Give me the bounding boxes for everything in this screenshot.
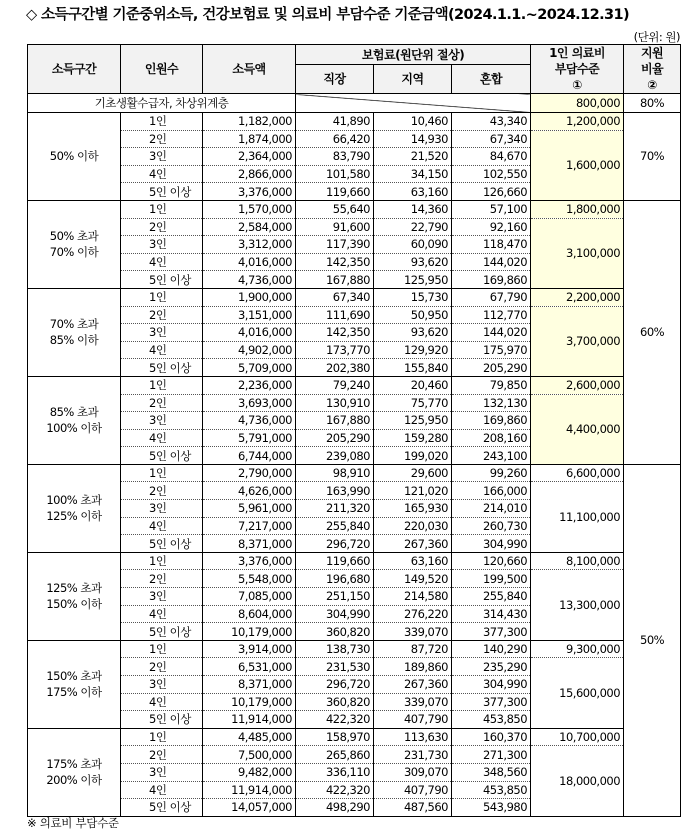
employee-premium-cell: 422,320 xyxy=(296,711,374,729)
employee-premium-cell: 79,240 xyxy=(296,376,374,394)
mixed-premium-cell: 43,340 xyxy=(452,113,531,131)
mixed-premium-cell: 79,850 xyxy=(452,376,531,394)
income-cell: 3,693,000 xyxy=(203,394,296,412)
cost-level-multi: 18,000,000 xyxy=(531,746,624,816)
income-group-line1: 175% 초과 xyxy=(46,757,102,772)
income-cell: 5,961,000 xyxy=(203,500,296,518)
income-cell: 7,085,000 xyxy=(203,588,296,606)
regional-premium-cell: 20,460 xyxy=(374,376,452,394)
persons-cell: 3인 xyxy=(121,676,203,694)
cost-level-multi: 4,400,000 xyxy=(531,394,624,464)
income-group-label xyxy=(28,200,121,288)
mixed-premium-cell: 169,860 xyxy=(452,271,531,289)
employee-premium-cell: 360,820 xyxy=(296,623,374,641)
income-group-line1: 100% 초과 xyxy=(46,493,102,508)
income-cell: 5,548,000 xyxy=(203,570,296,588)
persons-cell: 5인 이상 xyxy=(121,623,203,641)
mixed-premium-cell: 166,000 xyxy=(452,482,531,500)
income-group-line1: 50% 이하 xyxy=(49,149,99,164)
employee-premium-cell: 66,420 xyxy=(296,130,374,148)
income-group-line1: 85% 초과 xyxy=(49,405,99,420)
employee-premium-cell: 251,150 xyxy=(296,588,374,606)
employee-premium-cell: 55,640 xyxy=(296,200,374,218)
employee-premium-cell: 158,970 xyxy=(296,728,374,746)
income-cell: 5,791,000 xyxy=(203,429,296,447)
table-row xyxy=(28,288,681,306)
table-row xyxy=(28,130,681,148)
header-rate-mark: ② xyxy=(647,78,657,92)
income-group-line2: 85% 이하 xyxy=(49,333,99,348)
regional-premium-cell: 339,070 xyxy=(374,693,452,711)
cost-level-single: 2,200,000 xyxy=(531,288,624,306)
mixed-premium-cell: 377,300 xyxy=(452,693,531,711)
employee-premium-cell: 101,580 xyxy=(296,165,374,183)
income-cell: 3,376,000 xyxy=(203,183,296,201)
persons-cell: 4인 xyxy=(121,253,203,271)
persons-cell: 5인 이상 xyxy=(121,447,203,465)
base-row-label: 기초생활수급자, 차상위계층 xyxy=(28,94,296,113)
income-cell: 3,914,000 xyxy=(203,640,296,658)
cost-level-single: 1,800,000 xyxy=(531,200,624,218)
persons-cell: 4인 xyxy=(121,429,203,447)
mixed-premium-cell: 132,130 xyxy=(452,394,531,412)
mixed-premium-cell: 235,290 xyxy=(452,658,531,676)
mixed-premium-cell: 120,660 xyxy=(452,552,531,570)
mixed-premium-cell: 304,990 xyxy=(452,535,531,553)
mixed-premium-cell: 160,370 xyxy=(452,728,531,746)
employee-premium-cell: 173,770 xyxy=(296,341,374,359)
mixed-premium-cell: 243,100 xyxy=(452,447,531,465)
table-row xyxy=(28,218,681,236)
table-row xyxy=(28,746,681,764)
regional-premium-cell: 189,860 xyxy=(374,658,452,676)
table-row xyxy=(28,552,681,570)
regional-premium-cell: 75,770 xyxy=(374,394,452,412)
table-row xyxy=(28,728,681,746)
regional-premium-cell: 165,930 xyxy=(374,500,452,518)
table-row xyxy=(28,482,681,500)
income-cell: 10,179,000 xyxy=(203,623,296,641)
income-cell: 5,709,000 xyxy=(203,359,296,377)
persons-cell: 1인 xyxy=(121,640,203,658)
base-row xyxy=(28,94,681,113)
header-rate xyxy=(624,45,681,94)
mixed-premium-cell: 102,550 xyxy=(452,165,531,183)
regional-premium-cell: 129,920 xyxy=(374,341,452,359)
regional-premium-cell: 159,280 xyxy=(374,429,452,447)
mixed-premium-cell: 67,340 xyxy=(452,130,531,148)
header-employee: 직장 xyxy=(296,65,374,94)
mixed-premium-cell: 67,790 xyxy=(452,288,531,306)
income-cell: 11,914,000 xyxy=(203,781,296,799)
income-group-line1: 50% 초과 xyxy=(49,229,99,244)
header-rate-line1: 지원 xyxy=(640,46,664,60)
employee-premium-cell: 119,660 xyxy=(296,183,374,201)
income-group-line2: 70% 이하 xyxy=(49,245,99,260)
persons-cell: 4인 xyxy=(121,605,203,623)
employee-premium-cell: 117,390 xyxy=(296,236,374,254)
income-cell: 4,485,000 xyxy=(203,728,296,746)
mixed-premium-cell: 377,300 xyxy=(452,623,531,641)
income-group-line2: 125% 이하 xyxy=(46,509,102,524)
persons-cell: 2인 xyxy=(121,746,203,764)
regional-premium-cell: 199,020 xyxy=(374,447,452,465)
persons-cell: 2인 xyxy=(121,482,203,500)
regional-premium-cell: 155,840 xyxy=(374,359,452,377)
income-group-line1: 70% 초과 xyxy=(49,317,99,332)
employee-premium-cell: 211,320 xyxy=(296,500,374,518)
income-cell: 7,217,000 xyxy=(203,517,296,535)
regional-premium-cell: 339,070 xyxy=(374,623,452,641)
income-cell: 8,604,000 xyxy=(203,605,296,623)
mixed-premium-cell: 57,100 xyxy=(452,200,531,218)
income-cell: 11,914,000 xyxy=(203,711,296,729)
income-cell: 4,736,000 xyxy=(203,412,296,430)
regional-premium-cell: 22,790 xyxy=(374,218,452,236)
table-row xyxy=(28,113,681,131)
mixed-premium-cell: 205,290 xyxy=(452,359,531,377)
persons-cell: 2인 xyxy=(121,658,203,676)
table-row xyxy=(28,464,681,482)
income-group-label xyxy=(28,376,121,464)
income-group-label xyxy=(28,113,121,201)
income-table xyxy=(27,44,681,817)
persons-cell: 5인 이상 xyxy=(121,271,203,289)
persons-cell: 4인 xyxy=(121,341,203,359)
header-group: 소득구간 xyxy=(28,45,121,94)
base-row-cost: 800,000 xyxy=(531,94,624,113)
support-rate: 60% xyxy=(624,200,681,464)
regional-premium-cell: 214,580 xyxy=(374,588,452,606)
base-row-diagonal xyxy=(296,94,531,113)
cost-level-single: 2,600,000 xyxy=(531,376,624,394)
base-row-rate: 80% xyxy=(624,94,681,113)
income-cell: 2,866,000 xyxy=(203,165,296,183)
persons-cell: 1인 xyxy=(121,552,203,570)
persons-cell: 2인 xyxy=(121,218,203,236)
persons-cell: 5인 이상 xyxy=(121,183,203,201)
income-cell: 2,236,000 xyxy=(203,376,296,394)
income-cell: 4,016,000 xyxy=(203,324,296,342)
regional-premium-cell: 21,520 xyxy=(374,148,452,166)
persons-cell: 2인 xyxy=(121,130,203,148)
mixed-premium-cell: 169,860 xyxy=(452,412,531,430)
income-cell: 1,874,000 xyxy=(203,130,296,148)
mixed-premium-cell: 214,010 xyxy=(452,500,531,518)
income-group-label xyxy=(28,728,121,816)
employee-premium-cell: 83,790 xyxy=(296,148,374,166)
mixed-premium-cell: 314,430 xyxy=(452,605,531,623)
persons-cell: 1인 xyxy=(121,728,203,746)
regional-premium-cell: 125,950 xyxy=(374,271,452,289)
persons-cell: 3인 xyxy=(121,236,203,254)
header-cost-line2: 부담수준 xyxy=(554,62,600,76)
cost-level-single: 10,700,000 xyxy=(531,728,624,746)
mixed-premium-cell: 199,500 xyxy=(452,570,531,588)
income-cell: 8,371,000 xyxy=(203,676,296,694)
mixed-premium-cell: 140,290 xyxy=(452,640,531,658)
employee-premium-cell: 167,880 xyxy=(296,271,374,289)
employee-premium-cell: 142,350 xyxy=(296,324,374,342)
mixed-premium-cell: 92,160 xyxy=(452,218,531,236)
persons-cell: 1인 xyxy=(121,288,203,306)
regional-premium-cell: 113,630 xyxy=(374,728,452,746)
mixed-premium-cell: 126,660 xyxy=(452,183,531,201)
persons-cell: 3인 xyxy=(121,588,203,606)
regional-premium-cell: 276,220 xyxy=(374,605,452,623)
regional-premium-cell: 121,020 xyxy=(374,482,452,500)
table-row xyxy=(28,658,681,676)
unit-label: (단위: 원) xyxy=(633,30,680,44)
support-rate: 50% xyxy=(624,464,681,816)
table-row xyxy=(28,640,681,658)
employee-premium-cell: 67,340 xyxy=(296,288,374,306)
income-cell: 3,376,000 xyxy=(203,552,296,570)
employee-premium-cell: 422,320 xyxy=(296,781,374,799)
persons-cell: 2인 xyxy=(121,306,203,324)
persons-cell: 4인 xyxy=(121,517,203,535)
regional-premium-cell: 407,790 xyxy=(374,711,452,729)
persons-cell: 4인 xyxy=(121,165,203,183)
cost-level-multi: 11,100,000 xyxy=(531,482,624,552)
mixed-premium-cell: 260,730 xyxy=(452,517,531,535)
mixed-premium-cell: 453,850 xyxy=(452,781,531,799)
mixed-premium-cell: 99,260 xyxy=(452,464,531,482)
footnote: ※ 의료비 부담수준 xyxy=(27,816,119,830)
cost-level-multi: 13,300,000 xyxy=(531,570,624,640)
employee-premium-cell: 205,290 xyxy=(296,429,374,447)
persons-cell: 5인 이상 xyxy=(121,359,203,377)
employee-premium-cell: 296,720 xyxy=(296,535,374,553)
persons-cell: 3인 xyxy=(121,500,203,518)
regional-premium-cell: 60,090 xyxy=(374,236,452,254)
mixed-premium-cell: 543,980 xyxy=(452,799,531,817)
employee-premium-cell: 196,680 xyxy=(296,570,374,588)
regional-premium-cell: 10,460 xyxy=(374,113,452,131)
persons-cell: 4인 xyxy=(121,693,203,711)
persons-cell: 3인 xyxy=(121,148,203,166)
header-income: 소득액 xyxy=(203,45,296,94)
mixed-premium-cell: 453,850 xyxy=(452,711,531,729)
employee-premium-cell: 304,990 xyxy=(296,605,374,623)
cost-level-single: 9,300,000 xyxy=(531,640,624,658)
regional-premium-cell: 231,730 xyxy=(374,746,452,764)
employee-premium-cell: 41,890 xyxy=(296,113,374,131)
income-cell: 2,790,000 xyxy=(203,464,296,482)
employee-premium-cell: 231,530 xyxy=(296,658,374,676)
regional-premium-cell: 14,930 xyxy=(374,130,452,148)
regional-premium-cell: 487,560 xyxy=(374,799,452,817)
header-premium: 보험료(원단위 절상) xyxy=(296,45,531,65)
employee-premium-cell: 111,690 xyxy=(296,306,374,324)
page-title: ◇ 소득구간별 기준중위소득, 건강보험료 및 의료비 부담수준 기준금액(2024.1.1.~2024.12.31) xyxy=(26,7,629,23)
income-cell: 1,570,000 xyxy=(203,200,296,218)
mixed-premium-cell: 271,300 xyxy=(452,746,531,764)
regional-premium-cell: 309,070 xyxy=(374,763,452,781)
header-mixed: 혼합 xyxy=(452,65,531,94)
income-group-label xyxy=(28,464,121,552)
regional-premium-cell: 63,160 xyxy=(374,552,452,570)
income-group-line2: 200% 이하 xyxy=(46,773,102,788)
income-cell: 8,371,000 xyxy=(203,535,296,553)
employee-premium-cell: 98,910 xyxy=(296,464,374,482)
header-rate-line2: 비율 xyxy=(640,62,664,76)
income-cell: 14,057,000 xyxy=(203,799,296,817)
table-row xyxy=(28,376,681,394)
income-group-line2: 150% 이하 xyxy=(46,597,102,612)
regional-premium-cell: 34,150 xyxy=(374,165,452,183)
income-cell: 1,900,000 xyxy=(203,288,296,306)
table-row xyxy=(28,394,681,412)
income-group-label xyxy=(28,640,121,728)
cost-level-multi: 3,100,000 xyxy=(531,218,624,288)
employee-premium-cell: 130,910 xyxy=(296,394,374,412)
regional-premium-cell: 125,950 xyxy=(374,412,452,430)
persons-cell: 4인 xyxy=(121,781,203,799)
regional-premium-cell: 149,520 xyxy=(374,570,452,588)
cost-level-multi: 1,600,000 xyxy=(531,130,624,200)
income-cell: 6,744,000 xyxy=(203,447,296,465)
income-cell: 4,626,000 xyxy=(203,482,296,500)
regional-premium-cell: 63,160 xyxy=(374,183,452,201)
table-row xyxy=(28,306,681,324)
mixed-premium-cell: 175,970 xyxy=(452,341,531,359)
persons-cell: 5인 이상 xyxy=(121,535,203,553)
income-cell: 4,902,000 xyxy=(203,341,296,359)
income-group-line2: 100% 이하 xyxy=(46,421,102,436)
cost-level-single: 6,600,000 xyxy=(531,464,624,482)
mixed-premium-cell: 112,770 xyxy=(452,306,531,324)
employee-premium-cell: 119,660 xyxy=(296,552,374,570)
employee-premium-cell: 360,820 xyxy=(296,693,374,711)
employee-premium-cell: 265,860 xyxy=(296,746,374,764)
income-group-line2: 175% 이하 xyxy=(46,685,102,700)
persons-cell: 1인 xyxy=(121,376,203,394)
income-cell: 1,182,000 xyxy=(203,113,296,131)
income-cell: 7,500,000 xyxy=(203,746,296,764)
income-group-label xyxy=(28,552,121,640)
income-cell: 3,151,000 xyxy=(203,306,296,324)
income-cell: 10,179,000 xyxy=(203,693,296,711)
regional-premium-cell: 87,720 xyxy=(374,640,452,658)
income-cell: 4,736,000 xyxy=(203,271,296,289)
employee-premium-cell: 202,380 xyxy=(296,359,374,377)
employee-premium-cell: 255,840 xyxy=(296,517,374,535)
header-cost-line1: 1인 의료비 xyxy=(549,46,605,60)
persons-cell: 5인 이상 xyxy=(121,711,203,729)
regional-premium-cell: 267,360 xyxy=(374,676,452,694)
employee-premium-cell: 167,880 xyxy=(296,412,374,430)
income-group-label xyxy=(28,288,121,376)
table-row xyxy=(28,570,681,588)
income-group-line1: 150% 초과 xyxy=(46,669,102,684)
cost-level-single: 8,100,000 xyxy=(531,552,624,570)
header-cost xyxy=(531,45,624,94)
mixed-premium-cell: 255,840 xyxy=(452,588,531,606)
persons-cell: 1인 xyxy=(121,200,203,218)
header-persons: 인원수 xyxy=(121,45,203,94)
employee-premium-cell: 163,990 xyxy=(296,482,374,500)
cost-level-single: 1,200,000 xyxy=(531,113,624,131)
header-cost-mark: ① xyxy=(572,78,582,92)
income-cell: 3,312,000 xyxy=(203,236,296,254)
header-regional: 지역 xyxy=(374,65,452,94)
persons-cell: 1인 xyxy=(121,113,203,131)
income-cell: 4,016,000 xyxy=(203,253,296,271)
regional-premium-cell: 267,360 xyxy=(374,535,452,553)
persons-cell: 2인 xyxy=(121,570,203,588)
employee-premium-cell: 91,600 xyxy=(296,218,374,236)
mixed-premium-cell: 304,990 xyxy=(452,676,531,694)
income-cell: 2,364,000 xyxy=(203,148,296,166)
regional-premium-cell: 407,790 xyxy=(374,781,452,799)
persons-cell: 3인 xyxy=(121,412,203,430)
employee-premium-cell: 142,350 xyxy=(296,253,374,271)
regional-premium-cell: 14,360 xyxy=(374,200,452,218)
regional-premium-cell: 29,600 xyxy=(374,464,452,482)
employee-premium-cell: 239,080 xyxy=(296,447,374,465)
persons-cell: 3인 xyxy=(121,763,203,781)
employee-premium-cell: 138,730 xyxy=(296,640,374,658)
persons-cell: 3인 xyxy=(121,324,203,342)
persons-cell: 1인 xyxy=(121,464,203,482)
income-cell: 9,482,000 xyxy=(203,763,296,781)
support-rate: 70% xyxy=(624,113,681,201)
mixed-premium-cell: 208,160 xyxy=(452,429,531,447)
regional-premium-cell: 220,030 xyxy=(374,517,452,535)
employee-premium-cell: 498,290 xyxy=(296,799,374,817)
cost-level-multi: 3,700,000 xyxy=(531,306,624,376)
regional-premium-cell: 93,620 xyxy=(374,324,452,342)
regional-premium-cell: 15,730 xyxy=(374,288,452,306)
mixed-premium-cell: 84,670 xyxy=(452,148,531,166)
cost-level-multi: 15,600,000 xyxy=(531,658,624,728)
income-cell: 6,531,000 xyxy=(203,658,296,676)
table-row xyxy=(28,200,681,218)
employee-premium-cell: 336,110 xyxy=(296,763,374,781)
employee-premium-cell: 296,720 xyxy=(296,676,374,694)
persons-cell: 2인 xyxy=(121,394,203,412)
regional-premium-cell: 50,950 xyxy=(374,306,452,324)
persons-cell: 5인 이상 xyxy=(121,799,203,817)
mixed-premium-cell: 144,020 xyxy=(452,324,531,342)
regional-premium-cell: 93,620 xyxy=(374,253,452,271)
income-cell: 2,584,000 xyxy=(203,218,296,236)
mixed-premium-cell: 348,560 xyxy=(452,763,531,781)
mixed-premium-cell: 144,020 xyxy=(452,253,531,271)
mixed-premium-cell: 118,470 xyxy=(452,236,531,254)
income-group-line1: 125% 초과 xyxy=(46,581,102,596)
